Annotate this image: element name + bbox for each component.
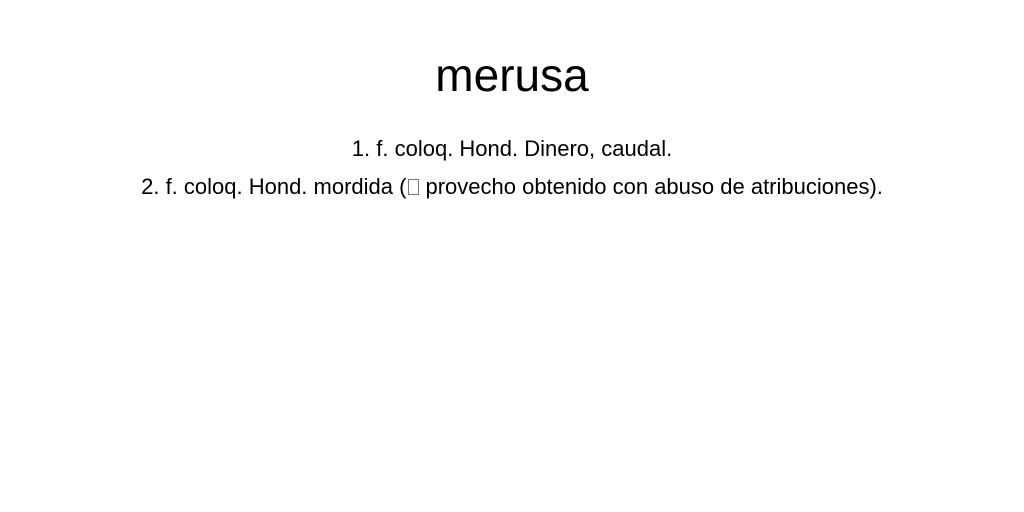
definition-1 — [0, 130, 1024, 168]
definition-number: 1. — [351, 136, 371, 161]
definition-text: f. coloq. Hond. Dinero, caudal. — [376, 136, 673, 161]
definition-text-before-icon: f. coloq. Hond. mordida ( — [165, 174, 407, 199]
definition-list — [0, 130, 1024, 206]
definition-2 — [0, 168, 1024, 206]
missing-glyph-icon — [408, 179, 419, 195]
definition-number: 2. — [141, 174, 160, 199]
definition-text-after-icon: provecho obtenido con abuso de atribuciones). — [425, 174, 883, 199]
entry-headword: merusa — [435, 49, 589, 101]
